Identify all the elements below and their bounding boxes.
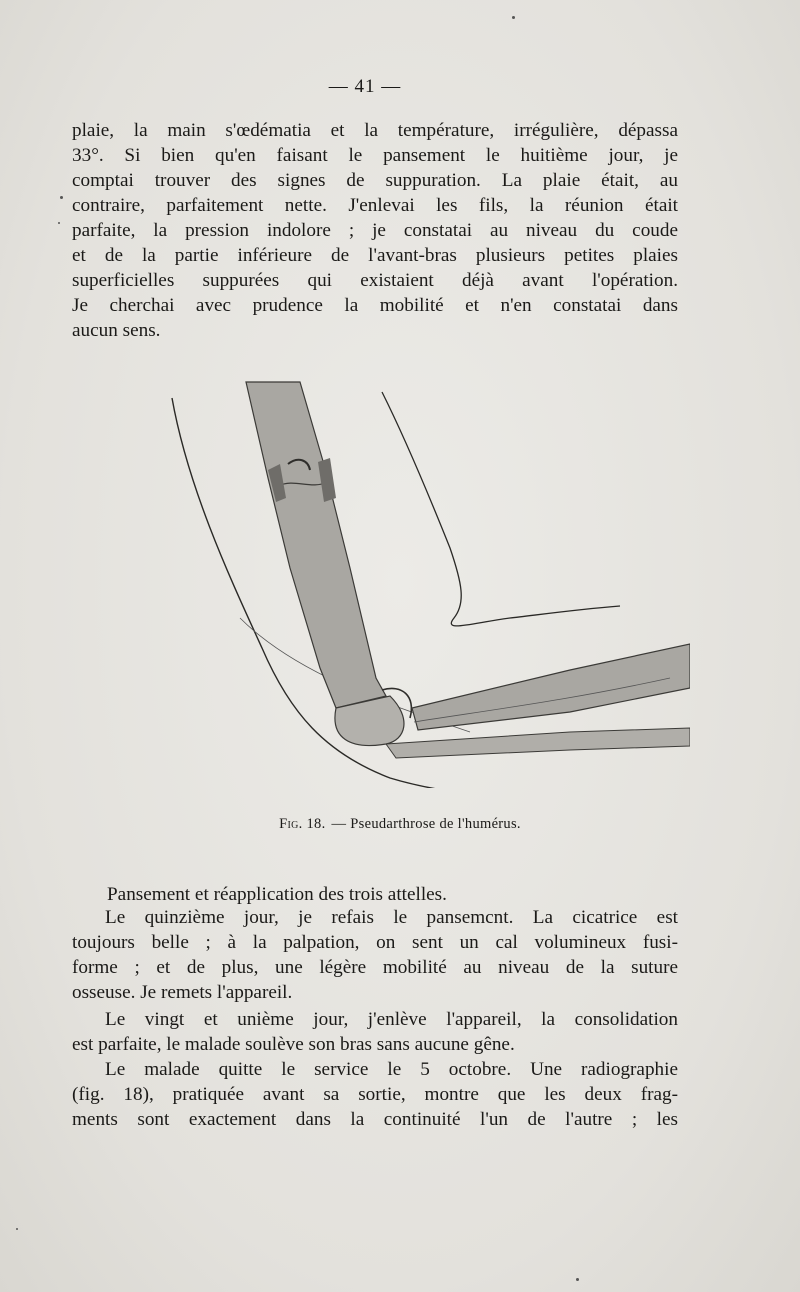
- text-line: (fig. 18), pratiquée avant sa sortie, montre que les deux frag-: [72, 1084, 678, 1105]
- paper-speck: [576, 1278, 579, 1281]
- text-line: contraire, parfaitement nette. J'enlevai les fils, la réunion était: [72, 195, 678, 216]
- text-line: osseuse. Je remets l'appareil.: [72, 982, 293, 1003]
- text-line: Le quinzième jour, je refais le pansemcnt. La cicatrice est: [105, 907, 678, 928]
- text-line: Le vingt et unième jour, j'enlève l'appareil, la consolidation: [105, 1009, 678, 1030]
- text-line: comptai trouver des signes de suppuration. La plaie était, au: [72, 170, 678, 191]
- figure-label: Fig. 18.: [279, 816, 326, 832]
- text-line: 33°. Si bien qu'en faisant le pansement le huitième jour, je: [72, 145, 678, 166]
- arm-outline-right: [382, 392, 620, 626]
- figure-caption: [0, 816, 800, 833]
- forearm-bone-lower: [386, 728, 690, 758]
- paragraph-4: [72, 1007, 678, 1057]
- paragraph-1: [72, 118, 678, 343]
- radiograph-illustration: [150, 378, 690, 788]
- text-line: Le malade quitte le service le 5 octobre. Une radiographie: [105, 1059, 678, 1080]
- text-line: parfaite, la pression indolore ; je constatai au niveau du coude: [72, 220, 678, 241]
- text-line: aucun sens.: [72, 320, 161, 341]
- text-line: toujours belle ; à la palpation, on sent un cal volumineux fusi-: [72, 932, 678, 953]
- paper-speck: [512, 16, 515, 19]
- figure-caption-text: — Pseudarthrose de l'humérus.: [331, 816, 521, 832]
- text-line: et de la partie inférieure de l'avant-bras plusieurs petites plaies: [72, 245, 678, 266]
- text-line: ments sont exactement dans la continuité l'un de l'autre ; les: [72, 1109, 678, 1130]
- text-line: Je cherchai avec prudence la mobilité et n'en constatai dans: [72, 295, 678, 316]
- paper-speck: [16, 1228, 18, 1230]
- page-number: — 41 —: [328, 76, 402, 97]
- text-line: Pansement et réapplication des trois attelles.: [107, 884, 447, 905]
- text-line: forme ; et de plus, une légère mobilité au niveau de la suture: [72, 957, 678, 978]
- text-line: superficielles suppurées qui existaient déjà avant l'opération.: [72, 270, 678, 291]
- paper-speck: [60, 196, 63, 199]
- paragraph-5: [72, 1057, 678, 1132]
- forearm-bone-upper: [412, 644, 690, 730]
- paragraph-2: [107, 882, 678, 907]
- paper-speck: [58, 222, 60, 224]
- paragraph-3: [72, 905, 678, 1005]
- text-line: est parfaite, le malade soulève son bras sans aucune gêne.: [72, 1034, 515, 1055]
- text-line: plaie, la main s'œdématia et la température, irrégulière, dépassa: [72, 120, 678, 141]
